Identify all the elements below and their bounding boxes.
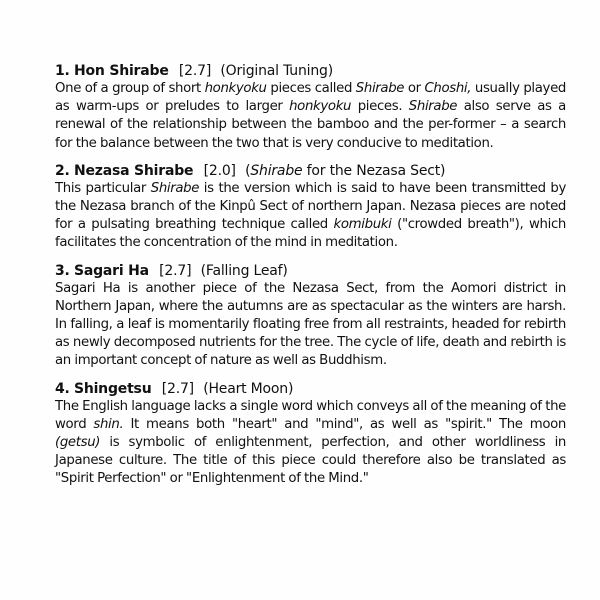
italic-term: Shirabe xyxy=(408,99,458,115)
text-run: The English language lacks a single word which conveys all of the meaning of the word xyxy=(55,398,566,432)
track-title: Sagari Ha xyxy=(73,262,149,279)
track-duration: [2.7] xyxy=(161,380,194,397)
text-run: It means both "heart" and "mind", as well as "spirit." The moon xyxy=(123,416,567,432)
track-description xyxy=(55,280,566,371)
italic-term: Shirabe xyxy=(355,81,405,96)
text-run: This particular xyxy=(55,180,151,196)
text-run: ( xyxy=(245,162,251,179)
track-heading xyxy=(55,62,566,80)
text-run: or xyxy=(404,81,425,96)
track-heading xyxy=(55,262,566,280)
track-number: 2. xyxy=(55,162,70,179)
italic-term: shin. xyxy=(93,416,124,432)
track-subtitle: (Heart Moon) xyxy=(203,380,294,397)
italic-term: Shirabe xyxy=(250,162,303,179)
text-run: usually played as warm-ups or preludes to larger xyxy=(55,81,566,115)
track-entry-1 xyxy=(55,62,566,153)
track-duration: [2.7] xyxy=(178,63,212,79)
track-description xyxy=(55,80,566,153)
text-run: ("crowded breath"), which facilitates the concentration of the mind in meditation. xyxy=(55,217,566,251)
track-number: 1. xyxy=(55,63,70,79)
track-duration: [2.0] xyxy=(203,162,236,179)
text-run: is the version which is said to have been transmitted by the Nezasa branch of the Kinpû Sect of northern Japan. Nezasa pieces are noted for a pulsating breathing technique called xyxy=(55,180,566,233)
track-subtitle: (Original Tuning) xyxy=(220,63,333,79)
track-entry-4 xyxy=(55,380,566,489)
text-run: pieces. xyxy=(351,99,409,115)
text-run: pieces called xyxy=(266,81,356,96)
track-subtitle xyxy=(245,163,445,179)
track-title: Hon Shirabe xyxy=(73,63,169,79)
italic-term: honkyoku xyxy=(204,81,267,96)
text-run: One of a group of short xyxy=(55,81,205,96)
italic-term: komibuki xyxy=(333,217,392,233)
text-run: is symbolic of enlightenment, perfection, and other worldliness in Japanese culture. The title of this piece could therefore also be translated as "Spirit Perfection" or "Enlightenment of the Mind." xyxy=(55,435,566,487)
track-number: 4. xyxy=(55,380,70,397)
italic-term: Choshi, xyxy=(424,81,472,96)
track-description xyxy=(55,180,566,253)
track-heading xyxy=(55,380,566,398)
italic-term: honkyoku xyxy=(289,99,352,115)
text-run: Sagari Ha is another piece of the Nezasa Sect, from the Aomori district in Northern Japan, where the autumns are as spectacular as the winters are harsh. In falling, a leaf is momentarily floating free from all restraints, headed for rebirth as newly decomposed nutrients for the tree. The cycle of life, death and rebirth is an important concept of nature as well as Buddhism. xyxy=(55,280,566,369)
track-duration: [2.7] xyxy=(159,262,192,279)
track-title: Nezasa Shirabe xyxy=(73,162,194,179)
track-entry-3 xyxy=(55,262,566,371)
text-run: for the Nezasa Sect) xyxy=(302,162,446,179)
italic-term: Shirabe xyxy=(150,180,200,196)
italic-term: (getsu) xyxy=(55,435,101,451)
track-number: 3. xyxy=(55,262,70,279)
track-subtitle: (Falling Leaf) xyxy=(200,262,288,279)
track-entry-2 xyxy=(55,162,566,253)
track-description xyxy=(55,398,566,489)
text-run: also serve as a renewal of the relationship between the bamboo and the per-former – a search for the balance between the two that is very conducive to meditation. xyxy=(55,99,566,151)
track-heading xyxy=(55,162,566,180)
track-title: Shingetsu xyxy=(73,380,152,397)
